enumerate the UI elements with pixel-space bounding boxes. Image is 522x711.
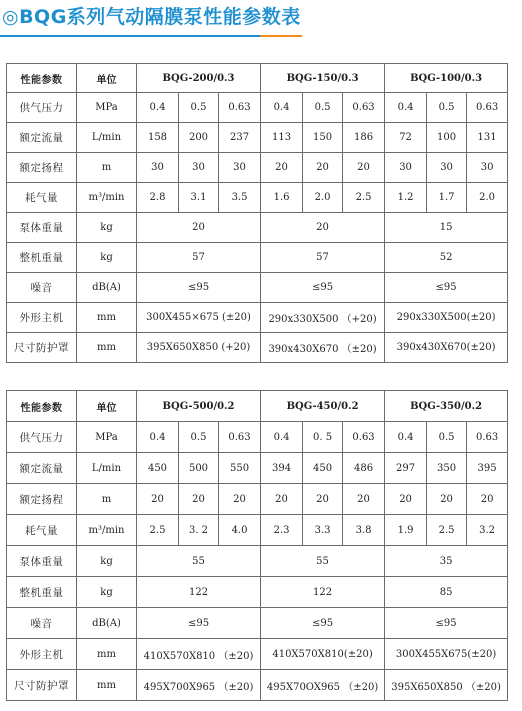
cell: 0.5 — [427, 93, 467, 123]
cell: ≤95 — [385, 608, 508, 639]
cell: 0.63 — [467, 93, 508, 123]
cell: 395X650X850 (+20) — [137, 333, 261, 363]
model-header: BQG-500/0.2 — [137, 391, 261, 422]
cell: 0.63 — [343, 93, 385, 123]
cell: 395 — [467, 453, 508, 484]
table-row-cover-size — [7, 333, 508, 363]
row-unit: kg — [77, 546, 137, 577]
table-row-rated-head — [7, 153, 508, 183]
cell: 57 — [261, 243, 385, 273]
row-label: 泵体重量 — [7, 546, 77, 577]
row-label: 整机重量 — [7, 577, 77, 608]
cell: 3.5 — [219, 183, 261, 213]
cell: 390x430X670 （±20) — [261, 333, 385, 363]
row-label: 耗气量 — [7, 183, 77, 213]
cell: 3. 2 — [179, 515, 219, 546]
cell: 20 — [385, 484, 427, 515]
cell: ≤95 — [137, 608, 261, 639]
cell: ≤95 — [137, 273, 261, 303]
cell: 52 — [385, 243, 508, 273]
row-label: 整机重量 — [7, 243, 77, 273]
cell: 1.9 — [385, 515, 427, 546]
table-row-air-pressure — [7, 422, 508, 453]
row-label: 供气压力 — [7, 422, 77, 453]
title-underline — [0, 35, 260, 37]
cell: ≤95 — [385, 273, 508, 303]
cell: 300X455×675 (±20) — [137, 303, 261, 333]
cell: 20 — [137, 213, 261, 243]
cell: 350 — [427, 453, 467, 484]
cell: 113 — [261, 123, 303, 153]
model-header: BQG-450/0.2 — [261, 391, 385, 422]
cell: 3.2 — [467, 515, 508, 546]
cell: 0.4 — [137, 93, 179, 123]
row-label: 泵体重量 — [7, 213, 77, 243]
title-underline-accent — [260, 35, 302, 37]
cell: 85 — [385, 577, 508, 608]
row-label: 尺寸防护罩 — [7, 333, 77, 363]
cell: 2.3 — [261, 515, 303, 546]
cell: 495X70OX965 （±20) — [261, 670, 385, 701]
cell: 0.63 — [219, 93, 261, 123]
table-row-dimensions — [7, 303, 508, 333]
row-label: 供气压力 — [7, 93, 77, 123]
row-unit: m³/min — [77, 183, 137, 213]
cell: 2.5 — [137, 515, 179, 546]
cell: 122 — [137, 577, 261, 608]
cell: 55 — [137, 546, 261, 577]
cell: 20 — [427, 484, 467, 515]
cell: 500 — [179, 453, 219, 484]
cell: 550 — [219, 453, 261, 484]
cell: 0.63 — [219, 422, 261, 453]
cell: 290x330X500(±20) — [385, 303, 508, 333]
cell: 0.5 — [427, 422, 467, 453]
cell: 4.0 — [219, 515, 261, 546]
table-row-unit-weight — [7, 243, 508, 273]
cell: 20 — [303, 153, 343, 183]
model-header: BQG-350/0.2 — [385, 391, 508, 422]
table-row-rated-flow — [7, 123, 508, 153]
table-row-pump-weight — [7, 213, 508, 243]
cell: 20 — [179, 484, 219, 515]
row-unit: kg — [77, 577, 137, 608]
cell: 237 — [219, 123, 261, 153]
row-label: 额定流量 — [7, 453, 77, 484]
cell: 2.0 — [467, 183, 508, 213]
cell: 30 — [385, 153, 427, 183]
cell: 0.4 — [261, 93, 303, 123]
row-label: 噪音 — [7, 608, 77, 639]
row-label: 额定扬程 — [7, 484, 77, 515]
cell: 57 — [137, 243, 261, 273]
cell: 122 — [261, 577, 385, 608]
cell: 30 — [467, 153, 508, 183]
table-row-unit-weight — [7, 577, 508, 608]
table-row-air-consumption — [7, 515, 508, 546]
cell: 30 — [427, 153, 467, 183]
row-unit: MPa — [77, 93, 137, 123]
cell: 450 — [303, 453, 343, 484]
cell: 0.5 — [179, 422, 219, 453]
row-unit: kg — [77, 243, 137, 273]
cell: 15 — [385, 213, 508, 243]
cell: 200 — [179, 123, 219, 153]
cell: 290x330X500 （+20) — [261, 303, 385, 333]
table-header-row — [7, 64, 508, 93]
param-header: 性能参数 — [7, 64, 77, 93]
row-unit: m³/min — [77, 515, 137, 546]
row-label: 额定扬程 — [7, 153, 77, 183]
cell: 20 — [467, 484, 508, 515]
unit-header: 单位 — [77, 64, 137, 93]
cell: 2.8 — [137, 183, 179, 213]
cell: 186 — [343, 123, 385, 153]
row-label: 尺寸防护罩 — [7, 670, 77, 701]
table-row-cover-size — [7, 670, 508, 701]
cell: 0. 5 — [303, 422, 343, 453]
cell: 30 — [137, 153, 179, 183]
table-row-pump-weight — [7, 546, 508, 577]
row-unit: kg — [77, 213, 137, 243]
cell: 1.6 — [261, 183, 303, 213]
cell: 3.1 — [179, 183, 219, 213]
cell: 20 — [219, 484, 261, 515]
spec-table-1 — [6, 63, 508, 363]
cell: 0.5 — [179, 93, 219, 123]
table-row-noise — [7, 608, 508, 639]
page-title: ◎BQG系列气动隔膜泵性能参数表 — [2, 6, 301, 28]
cell: 150 — [303, 123, 343, 153]
cell: 20 — [261, 153, 303, 183]
cell: 0.4 — [385, 422, 427, 453]
table-row-air-consumption — [7, 183, 508, 213]
cell: 390x430X670(±20) — [385, 333, 508, 363]
cell: 100 — [427, 123, 467, 153]
cell: 2.5 — [427, 515, 467, 546]
row-label: 额定流量 — [7, 123, 77, 153]
cell: 30 — [219, 153, 261, 183]
model-header: BQG-150/0.3 — [261, 64, 385, 93]
table-row-dimensions — [7, 639, 508, 670]
cell: 131 — [467, 123, 508, 153]
row-unit: mm — [77, 639, 137, 670]
row-unit: mm — [77, 303, 137, 333]
cell: 20 — [261, 484, 303, 515]
cell: 300X455X675(±20) — [385, 639, 508, 670]
spec-table-2 — [6, 390, 508, 701]
param-header: 性能参数 — [7, 391, 77, 422]
cell: 0.4 — [137, 422, 179, 453]
cell: 3.8 — [343, 515, 385, 546]
row-label: 外形主机 — [7, 639, 77, 670]
table-header-row — [7, 391, 508, 422]
cell: 35 — [385, 546, 508, 577]
cell: 2.5 — [343, 183, 385, 213]
cell: 0.5 — [303, 93, 343, 123]
unit-header: 单位 — [77, 391, 137, 422]
cell: 1.2 — [385, 183, 427, 213]
cell: ≤95 — [261, 608, 385, 639]
cell: 410X570X810(±20) — [261, 639, 385, 670]
row-unit: L/min — [77, 123, 137, 153]
cell: 495X700X965 （±20) — [137, 670, 261, 701]
cell: 20 — [261, 213, 385, 243]
title-bar — [0, 0, 522, 40]
table-row-noise — [7, 273, 508, 303]
row-unit: L/min — [77, 453, 137, 484]
cell: 297 — [385, 453, 427, 484]
row-unit: m — [77, 484, 137, 515]
model-header: BQG-100/0.3 — [385, 64, 508, 93]
model-header: BQG-200/0.3 — [137, 64, 261, 93]
cell: 3.3 — [303, 515, 343, 546]
row-label: 外形主机 — [7, 303, 77, 333]
table-row-rated-head — [7, 484, 508, 515]
cell: 0.4 — [385, 93, 427, 123]
cell: 55 — [261, 546, 385, 577]
cell: 1.7 — [427, 183, 467, 213]
cell: 486 — [343, 453, 385, 484]
cell: 0.4 — [261, 422, 303, 453]
cell: 395X650X850 （±20) — [385, 670, 508, 701]
table-row-rated-flow — [7, 453, 508, 484]
row-unit: mm — [77, 333, 137, 363]
table-row-air-pressure — [7, 93, 508, 123]
cell: 30 — [179, 153, 219, 183]
cell: 0.63 — [467, 422, 508, 453]
cell: 450 — [137, 453, 179, 484]
cell: 0.63 — [343, 422, 385, 453]
cell: 72 — [385, 123, 427, 153]
cell: 20 — [343, 484, 385, 515]
cell: 20 — [137, 484, 179, 515]
row-label: 耗气量 — [7, 515, 77, 546]
cell: 410X570X810 （±20) — [137, 639, 261, 670]
cell: 158 — [137, 123, 179, 153]
cell: 394 — [261, 453, 303, 484]
cell: 20 — [343, 153, 385, 183]
row-unit: MPa — [77, 422, 137, 453]
cell: 20 — [303, 484, 343, 515]
cell: ≤95 — [261, 273, 385, 303]
row-label: 噪音 — [7, 273, 77, 303]
row-unit: m — [77, 153, 137, 183]
cell: 2.0 — [303, 183, 343, 213]
row-unit: mm — [77, 670, 137, 701]
row-unit: dB(A) — [77, 273, 137, 303]
row-unit: dB(A) — [77, 608, 137, 639]
